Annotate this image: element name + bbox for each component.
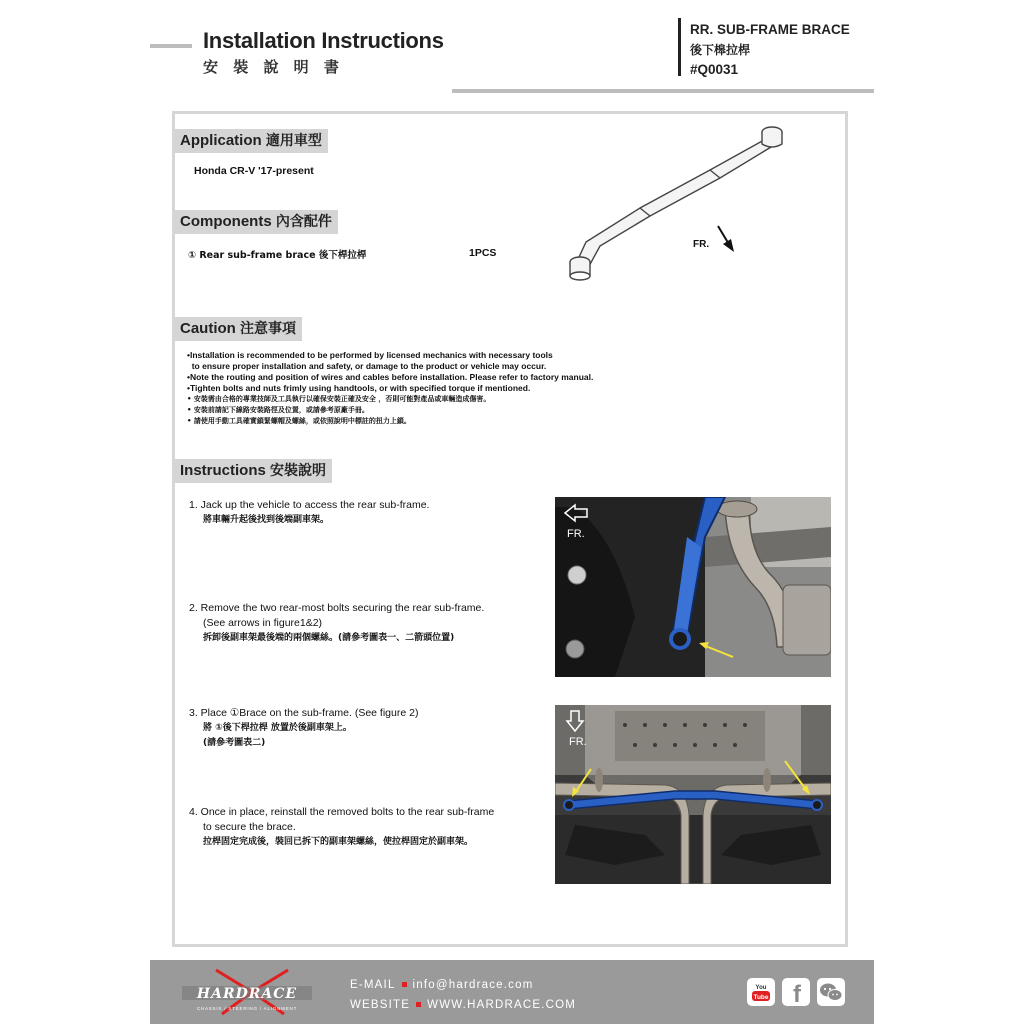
caution-line: • 安裝前請記下線路安裝路徑及位置，或請參考原廠手冊。: [187, 406, 369, 414]
logo-tagline: CHASSIS / STEERING / ALIGNMENT: [196, 1006, 298, 1011]
red-square-icon: [402, 982, 407, 987]
instruction-step-3: [189, 706, 418, 751]
website-label: WEBSITE: [350, 999, 411, 1011]
product-name: RR. SUB-FRAME BRACE: [690, 22, 850, 37]
section-heading-components: [175, 210, 338, 234]
svg-text:Tube: Tube: [753, 994, 769, 1001]
section-heading-caution: [175, 317, 302, 341]
section-heading-application: [175, 129, 328, 153]
footer-contact: [350, 975, 576, 1015]
step-text-cn: 拆卸後副車架最後端的兩個螺絲。(請參考圖表一、二箭頭位置): [203, 633, 455, 643]
part-number: #Q0031: [690, 62, 739, 77]
wechat-icon[interactable]: [817, 978, 845, 1006]
step-text-en: 1. Jack up the vehicle to access the rear sub-frame.: [189, 499, 430, 511]
brace-diagram: [560, 118, 800, 293]
header-rule-left: [150, 44, 192, 48]
email-label: E-MAIL: [350, 979, 396, 991]
figure-2-label: FR.: [569, 736, 587, 748]
instructions-heading: Instructions: [180, 462, 266, 479]
svg-text:You: You: [755, 985, 767, 991]
product-info: [690, 20, 850, 80]
figure-2-photo: [555, 705, 831, 884]
page-title: Installation Instructions: [203, 28, 444, 53]
step-text-en-2: (See arrows in figure1&2): [203, 617, 323, 629]
header-divider: [678, 18, 681, 76]
components-heading: Components: [180, 213, 272, 230]
instruction-step-2: [189, 601, 484, 646]
instruction-step-4: [189, 805, 494, 850]
application-heading: Application: [180, 132, 262, 149]
caution-heading: Caution: [180, 320, 236, 337]
step-text-cn-2: (請參考圖表二): [203, 738, 266, 748]
caution-heading-cn: 注意事項: [240, 321, 296, 337]
instruction-step-1: [189, 498, 429, 528]
step-text-en: 2. Remove the two rear-most bolts securing the rear sub-frame.: [189, 602, 485, 614]
application-heading-cn: 適用車型: [265, 133, 322, 149]
step-text-en: 4. Once in place, reinstall the removed bolts to the rear sub-frame: [189, 806, 495, 818]
caution-line: • 安裝需由合格的專業技師及工具執行以確保安裝正確及安全 ，否則可能對產品或車輛造成傷害。: [187, 395, 491, 403]
step-text-cn: 將車輛升起後找到後端副車架。: [203, 515, 330, 525]
step-text-cn: 將 ①後下桿拉桿 放置於後副車架上。: [203, 723, 352, 733]
footer-website-row: [350, 995, 576, 1015]
section-heading-instructions: [175, 459, 332, 483]
facebook-glyph: f: [793, 981, 801, 1006]
youtube-icon[interactable]: [747, 978, 775, 1006]
figure-1-label: FR.: [567, 528, 585, 540]
caution-line: •Note the routing and position of wires and cables before installation. Please refer to factory manual.: [187, 372, 594, 382]
component-item: ① Rear sub-frame brace 後下桿拉桿: [188, 250, 367, 261]
caution-list: [187, 350, 593, 427]
page-subtitle: 安 裝 說 明 書: [203, 58, 344, 76]
header-rule-right: [452, 89, 874, 93]
footer-email-row: [350, 975, 576, 995]
step-text-en: 3. Place ①Brace on the sub-frame. (See figure 2): [189, 707, 419, 719]
step-text-cn: 拉桿固定完成後，裝回已拆下的副車架螺絲，使拉桿固定於副車架。: [203, 837, 474, 847]
instructions-heading-cn: 安裝說明: [270, 463, 327, 479]
facebook-icon[interactable]: [782, 978, 810, 1006]
step-text-en-2: to secure the brace.: [203, 821, 296, 833]
website-link[interactable]: WWW.HARDRACE.COM: [427, 999, 577, 1011]
components-heading-cn: 內含配件: [275, 214, 332, 230]
hardrace-logo: [176, 968, 318, 1016]
application-vehicle: Honda CR-V '17-present: [194, 165, 314, 177]
diagram-direction-label: FR.: [693, 239, 710, 250]
red-square-icon: [416, 1002, 421, 1007]
email-link[interactable]: info@hardrace.com: [412, 979, 534, 991]
component-qty: 1PCS: [469, 247, 497, 259]
caution-line: • 請使用手動工具確實鎖緊螺帽及螺絲，或依照說明中標註的扭力上鎖。: [187, 417, 411, 425]
figure-1-photo: [555, 497, 831, 677]
logo-wordmark: HARDRACE: [196, 986, 298, 1002]
caution-line: to ensure proper installation and safety, or damage to the product or vehicle may occur.: [187, 361, 547, 371]
caution-line: •Installation is recommended to be performed by licensed mechanics with necessary tools: [187, 350, 553, 360]
caution-line: •Tighten bolts and nuts frimly using handtools, or with specified torque if mentioned.: [187, 383, 531, 393]
fr-arrow-icon: [718, 226, 734, 252]
product-name-cn: 後下槔拉桿: [690, 43, 751, 57]
